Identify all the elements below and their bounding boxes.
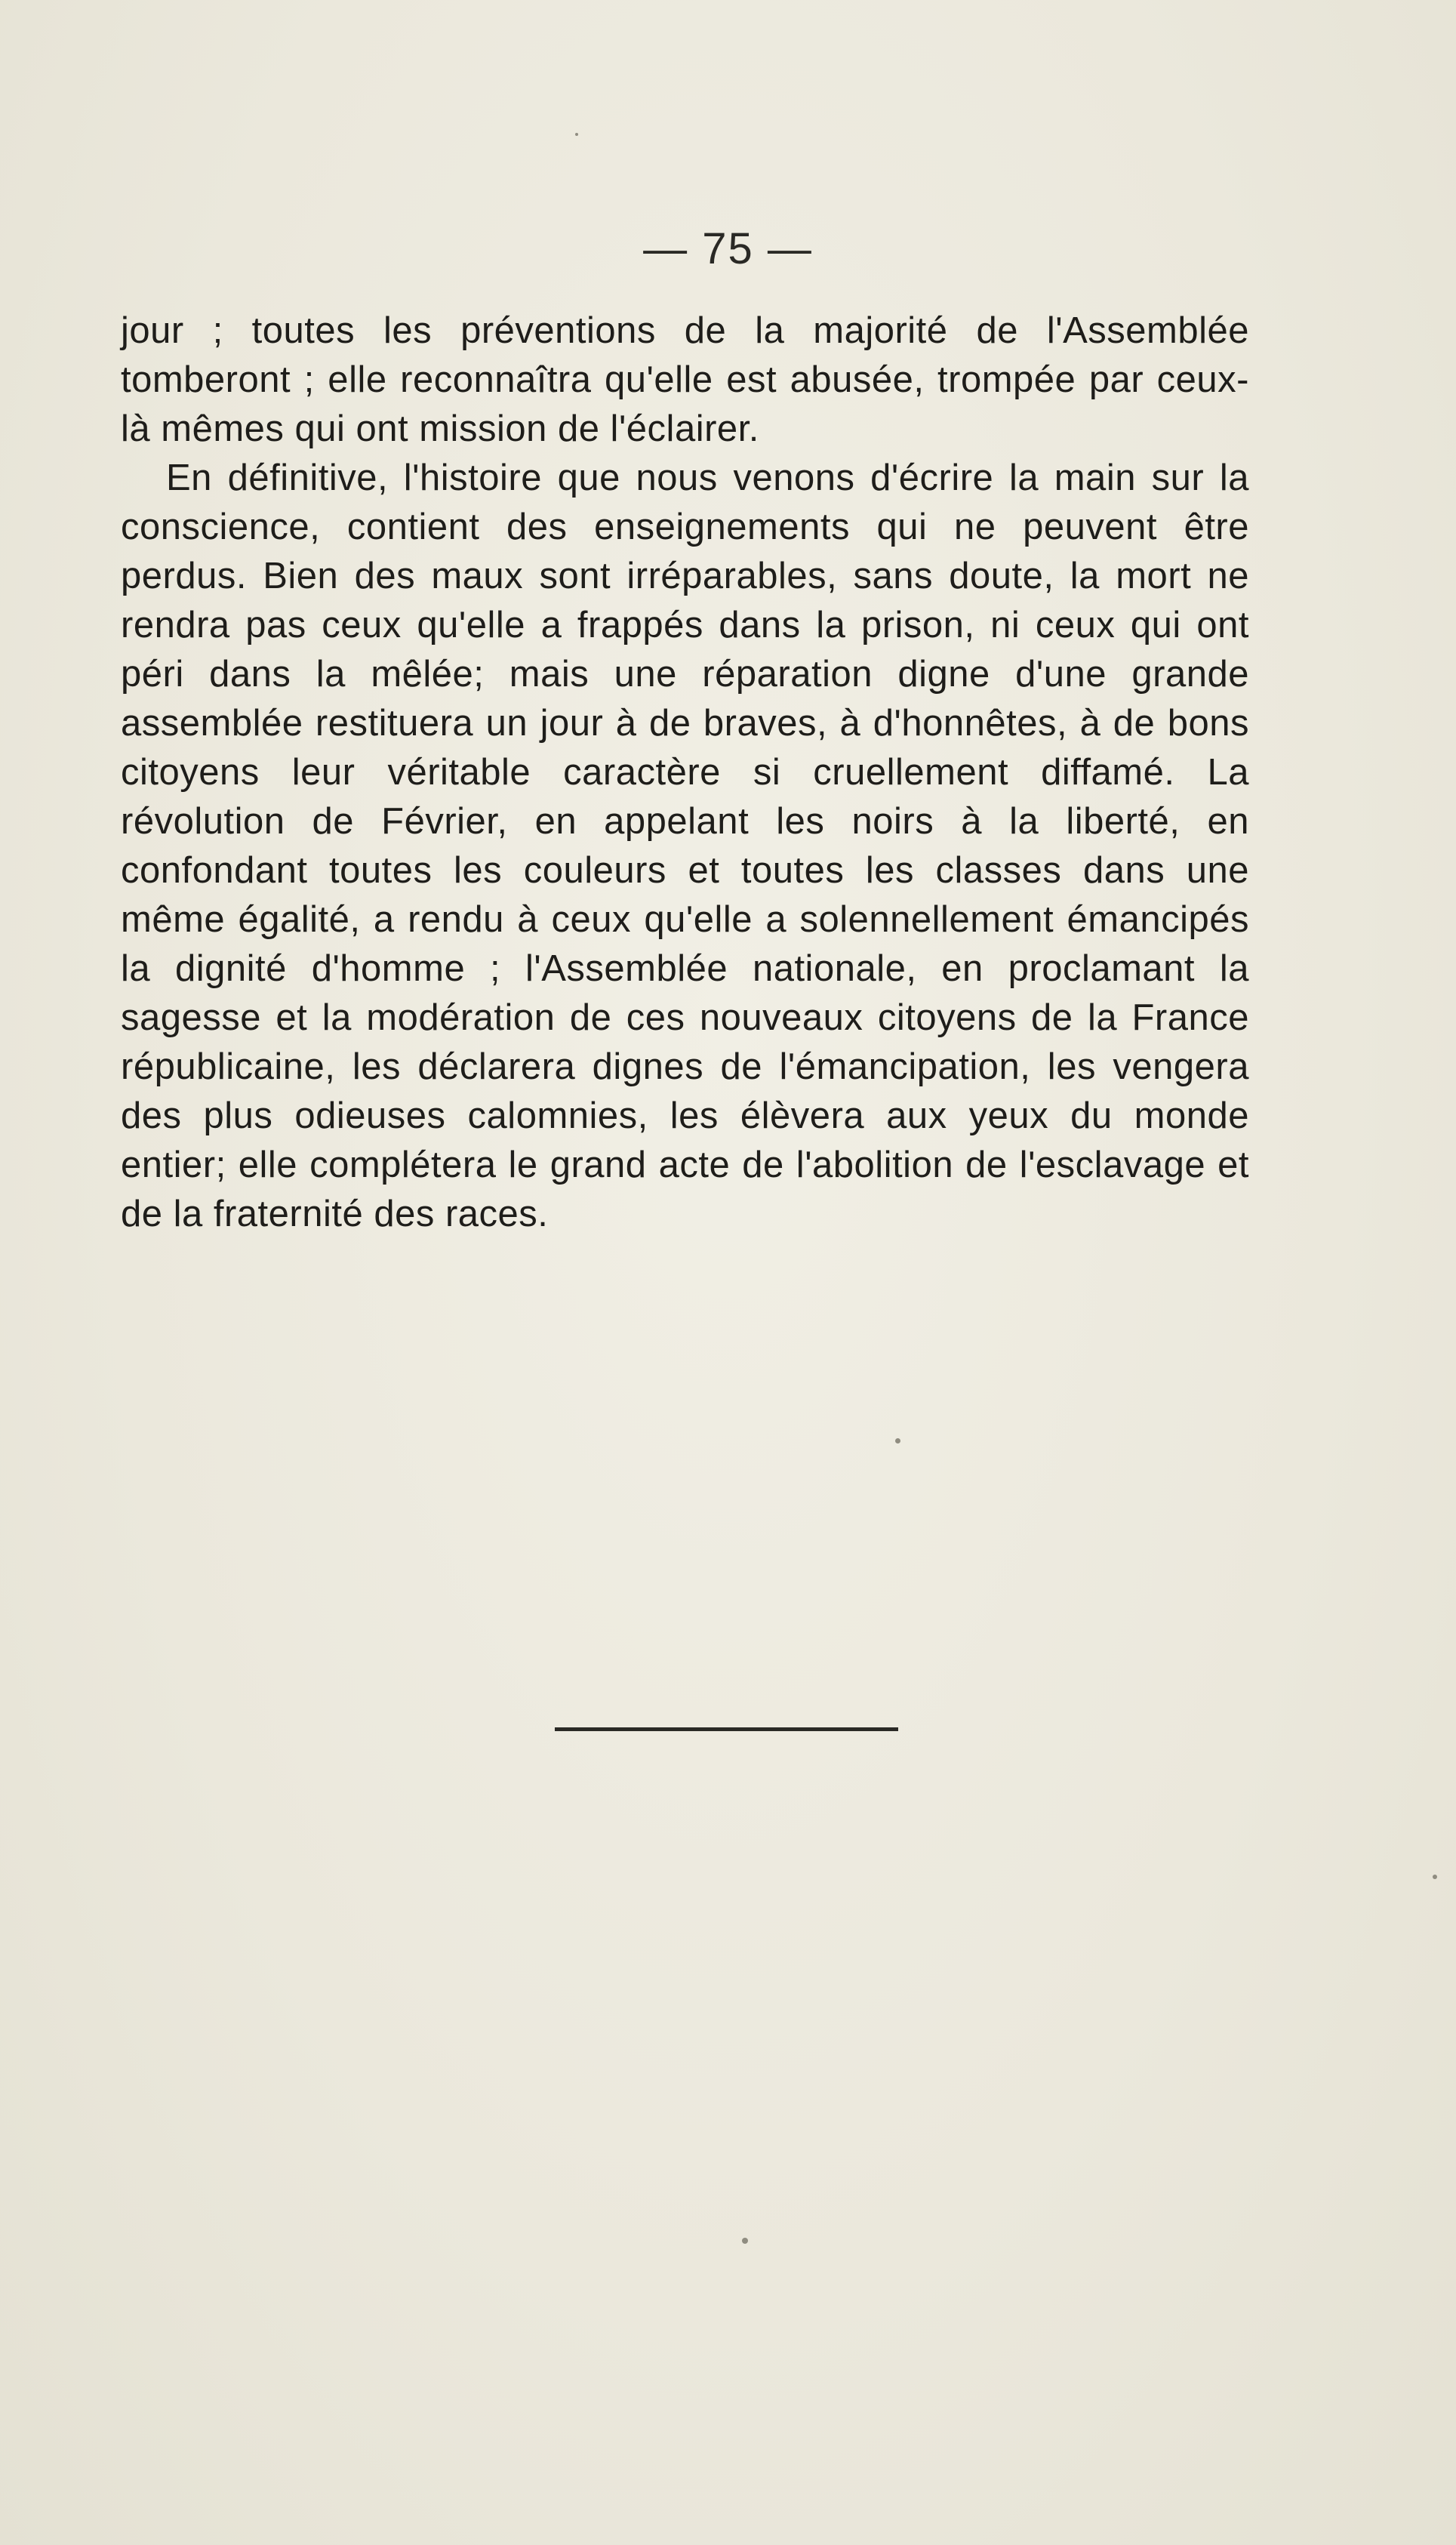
body-text	[121, 307, 1249, 1239]
paragraph: En définitive, l'histoire que nous venons d'écrire la main sur la conscience, contient des enseignements qui ne peuvent être perdus. Bien des maux sont irréparables, sans doute, la mort ne rendra pas ceux qu'elle a frappés dans la prison, ni ceux qui ont péri dans la mêlée; mais une réparation digne d'une grande assemblée restituera un jour à de braves, à d'honnêtes, à de bons citoyens leur véritable caractère si cruellement diffamé. La révolution de Février, en appelant les noirs à la liberté, en confondant toutes les couleurs et toutes les classes dans une même égalité, a rendu à ceux qu'elle a solennellement émancipés la dignité d'homme ; l'Assemblée nationale, en proclamant la sagesse et la modération de ces nouveaux citoyens de la France républicaine, les déclarera dignes de l'émancipation, les vengera des plus odieuses calomnies, les élèvera aux yeux du monde entier; elle complétera le grand acte de l'abolition de l'esclavage et de la fraternité des races.	[121, 458, 1249, 1234]
paragraph: jour ; toutes les préventions de la majorité de l'Assemblée tomberont ; elle reconnaîtra qu'elle est abusée, trompée par ceux-là mêmes qui ont mission de l'éclairer.	[121, 310, 1249, 449]
paper-speck	[1433, 1875, 1437, 1879]
section-end-rule	[555, 1727, 898, 1731]
paper-speck	[742, 2238, 748, 2244]
page-number: — 75 —	[643, 224, 813, 273]
paper-speck	[895, 1438, 900, 1444]
paper-speck	[575, 133, 578, 136]
